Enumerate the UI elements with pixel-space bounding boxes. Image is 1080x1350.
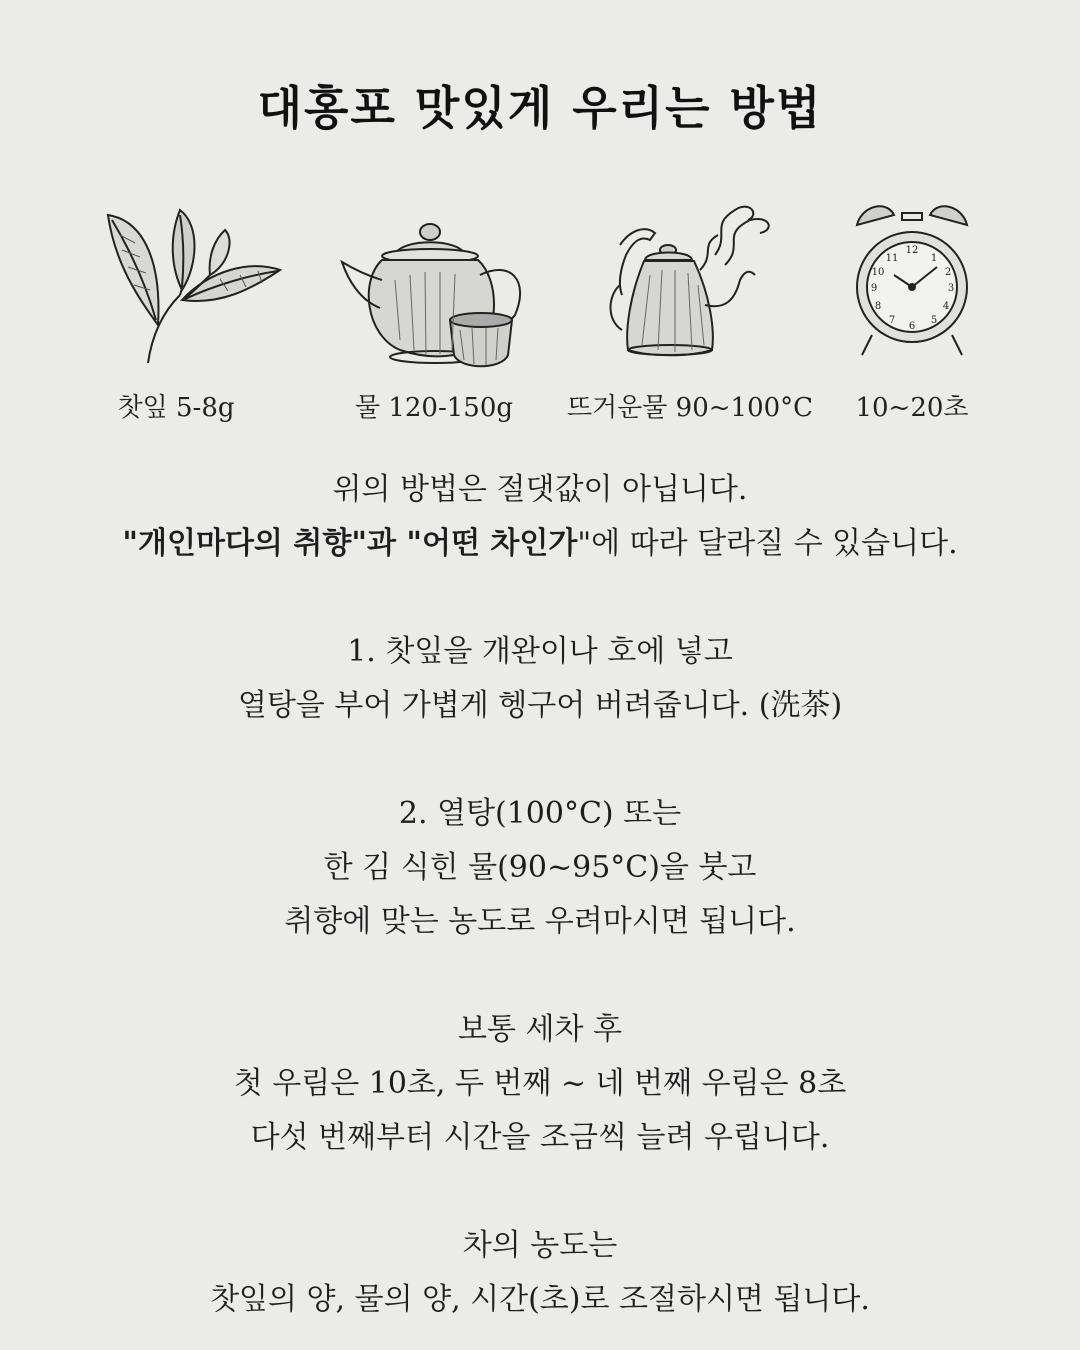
steeping-line-1: 보통 세차 후 — [458, 1012, 622, 1047]
svg-text:9: 9 — [870, 283, 878, 294]
svg-text:8: 8 — [874, 301, 882, 312]
svg-text:7: 7 — [888, 315, 896, 326]
alarm-clock-icon — [852, 195, 972, 365]
strength-line-1: 차의 농도는 — [462, 1228, 618, 1263]
teapot-icon — [340, 195, 530, 380]
svg-text:10: 10 — [871, 267, 885, 278]
step1-line-2: 열탕을 부어 가볍게 헹구어 버려줍니다. (洗茶) — [237, 688, 843, 723]
steeping-line-3: 다섯 번째부터 시간을 조금씩 늘려 우립니다. — [250, 1120, 830, 1155]
intro-line-1: 위의 방법은 절댓값이 아닙니다. — [332, 472, 748, 507]
step2-line-1: 2. 열탕(100°C) 또는 — [398, 796, 682, 831]
tea-leaf-label: 찻잎 5-8g — [117, 393, 235, 423]
instructions — [0, 463, 1080, 1327]
emphasis-personal-taste: 개인마다의 취향 — [138, 526, 352, 561]
quote-open: " — [122, 526, 138, 561]
step1-line-1: 1. 찻잎을 개완이나 호에 넣고 — [347, 634, 733, 669]
svg-text:2: 2 — [944, 267, 952, 278]
emphasis-which-tea: 어떤 차인가 — [422, 526, 578, 561]
page-title: 대홍포 맛있게 우리는 방법 — [257, 81, 823, 135]
icon-row — [0, 195, 1080, 435]
tea-leaf-icon — [100, 195, 285, 370]
steeping-line-2: 첫 우림은 10초, 두 번째 ~ 네 번째 우림은 8초 — [233, 1066, 847, 1101]
intro-line-2 — [0, 517, 1080, 571]
svg-text:11: 11 — [885, 253, 899, 264]
intro-rest: "에 따라 달라질 수 있습니다. — [577, 526, 958, 561]
svg-text:3: 3 — [947, 283, 955, 294]
water-temperature-label: 뜨거운물 90~100°C — [566, 393, 814, 423]
svg-text:6: 6 — [908, 321, 916, 332]
svg-text:1: 1 — [930, 253, 938, 264]
step2-line-2: 한 김 식힌 물(90~95°C)을 붓고 — [323, 850, 757, 885]
svg-text:12: 12 — [905, 245, 919, 256]
svg-text:4: 4 — [942, 301, 950, 312]
kettle-icon — [600, 195, 795, 370]
water-amount-label: 물 120-150g — [354, 393, 514, 423]
steep-time-label: 10~20초 — [855, 393, 969, 423]
step2-line-3: 취향에 맞는 농도로 우려마시면 됩니다. — [284, 904, 796, 939]
svg-text:5: 5 — [930, 315, 938, 326]
strength-line-2: 찻잎의 양, 물의 양, 시간(초)로 조절하시면 됩니다. — [210, 1282, 870, 1317]
quote-mid: "과 " — [351, 526, 422, 561]
